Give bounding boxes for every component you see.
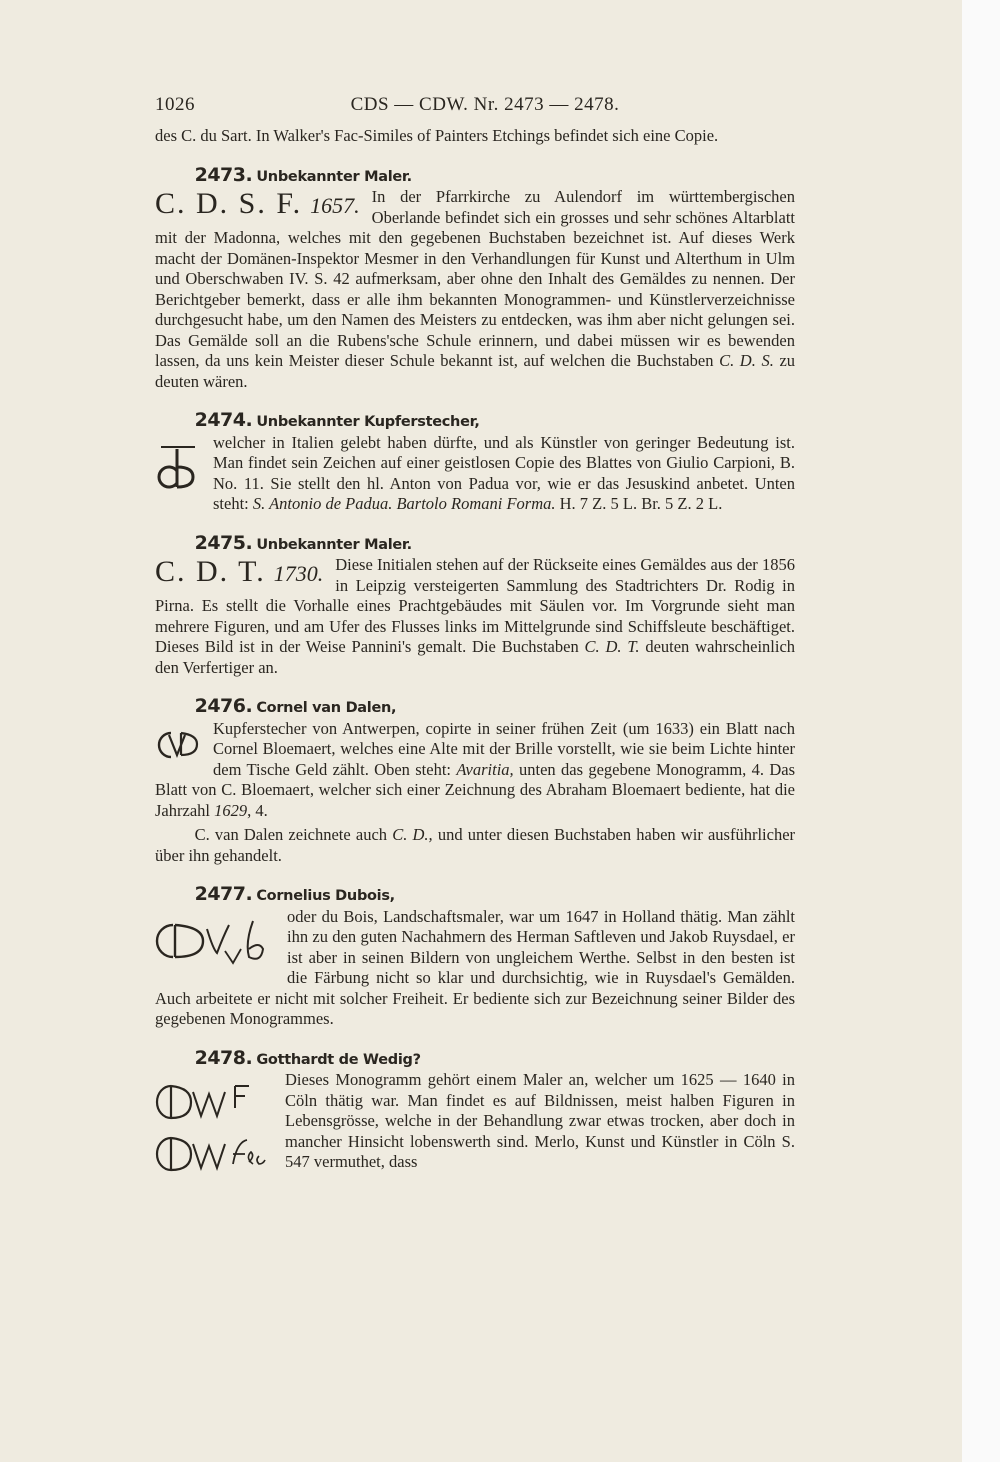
page-header — [155, 92, 795, 126]
monogram-cdt — [155, 557, 323, 589]
entry-italic: C. D. T. — [584, 637, 640, 656]
page-number: 1026 — [155, 94, 195, 115]
entry-tail: zu deuten wären. — [155, 351, 796, 391]
monogram-date: 1730. — [273, 561, 324, 586]
entry-para2-b: und unter diesen Buchstaben haben wir ausführlicher über ihn gehandelt. — [155, 825, 796, 865]
page-content — [155, 92, 795, 1182]
entry-tail: H. 7 Z. 5 L. Br. 5 Z. 2 L. — [559, 494, 723, 513]
entry-name: Unbekannter Maler. — [256, 168, 412, 185]
entry-number: 2474. — [194, 409, 253, 431]
cd-monogram-icon — [155, 435, 201, 495]
running-title: CDS — CDW. Nr. 2473 — 2478. — [350, 94, 620, 115]
intro-text: des C. du Sart. In Walker's Fac-Similes of Painters Etchings befindet sich eine Copie. — [155, 126, 719, 145]
entry-text: Kupferstecher von Antwerpen, copirte in seiner frühen Zeit (um 1633) ein Blatt nach Cornel Bloemaert, welches eine Alte mit der Brille vorstellt, wie sie beim Lichte hinter dem Tische Geld zählt. Oben steht: — [213, 718, 795, 779]
monogram-letters: C. D. S. F. — [155, 187, 303, 220]
entry-2474 — [155, 410, 795, 515]
gdwf-monogram-icon — [155, 1072, 273, 1182]
entry-number: 2475. — [194, 531, 253, 554]
monogram-letters: C. D. T. — [155, 555, 266, 588]
entry-text: oder du Bois, Landschaftsmaler, war um 1647 in Holland thätig. Man zählt ihn zu den guten Nachahmern des Herman Saftleven und Jakob Ruysdael, er ist aber in seinen Bildern von ungleichem Werthe. Selbst in den besten ist die Färbung nicht so klar und durchsichtig, wie in Ruysdael's Gemälden. Auch arbeitete er nicht mit solcher Freiheit. Er bediente sich zur Bezeichnung seiner Bilder des gegebenen Monogrammes. — [155, 906, 795, 1028]
entry-year: 1629 — [214, 800, 248, 820]
entry-number: 2476. — [194, 695, 253, 717]
entry-name: Unbekannter Kupferstecher, — [256, 414, 480, 430]
entry-text-2: unten das gegebene Monogramm, 4. Das Blatt von C. Bloemaert, welcher sich einer Zeichnung des Abraham Bloemaert bediente, hat die Jahrzahl — [155, 759, 796, 820]
entry-number: 2478. — [194, 1046, 253, 1069]
entry-text-3: , 4. — [247, 800, 268, 820]
entry-name: Gotthardt de Wedig? — [256, 1051, 421, 1068]
entry-number: 2473. — [194, 163, 253, 186]
entry-inscription: S. Antonio de Padua. Bartolo Romani Forma. — [252, 494, 556, 513]
entry-2475 — [155, 533, 795, 679]
entry-name: Unbekannter Maler. — [256, 536, 412, 553]
cvd-monogram-icon — [155, 721, 201, 767]
entry-text: Diese Initialen stehen auf der Rückseite eines Gemäldes aus der 1856 in Leipzig versteigerten Sammlung des Stadtrichters Dr. Rodig in Pirna. Es stellt die Vorhalle eines Prachtgebäudes mit Säulen vor. Im Vorgrunde sieht man mehrere Figuren, und am Ufer des Flusses links im Mittelgrunde sind Schiffsleute beschäftiget. Dieses Bild ist in der Weise Pannini's gemalt. Die Buchstaben — [155, 555, 795, 656]
entry-text: welcher in Italien gelebt haben dürfte, und als Künstler von geringer Bedeutung ist. Man findet sein Zeichen auf einer geistlosen Copie des Blattes von Giulio Carpioni, B. No. 11. Sie stellt den hl. Anton von Padua vor, wie er das Jesuskind anbetet. Unten steht: — [213, 432, 795, 513]
entry-name: Cornel van Dalen, — [256, 700, 397, 716]
cdvb-monogram-icon — [155, 909, 275, 969]
entry-text: In der Pfarrkirche zu Aulendorf im württembergischen Oberlande befindet sich ein grosses und sehr schönes Altarblatt mit der Madonna, welches mit den gegebenen Buchstaben bezeichnet ist. Auf dieses Werk macht der Domänen-Inspektor Mesmer in den Verhandlungen für Kunst und Alterthum in Ulm und Oberschwaben IV. S. 42 aufmerksam, aber ohne den Inhalt des Gemäldes zu nennen. Der Berichtgeber bemerkt, dass er alle ihm bekannten Monogrammen- und Künstlerverzeichnisse durchgesucht habe, um den Namen des Meisters zu entdecken, was ihm aber nicht gelungen sei. Das Gemälde soll an die Rubens'sche Schule erinnern, und dabei müssen wir es bewenden lassen, da uns kein Meister dieser Schule bekannt ist, auf welchen die Buchstaben — [155, 187, 795, 370]
entry-text: Dieses Monogramm gehört einem Maler an, welcher um 1625 — 1640 in Cöln thätig war. Man findet es auf Bildnissen, meist halben Figuren in Lebensgrösse, welche in der Behandlung zwar etwas trocken, aber doch in mancher Hinsicht lobenswerth sind. Merlo, Kunst und Künstler in Cöln S. 547 vermuthet, dass — [285, 1070, 795, 1171]
monogram-date: 1657. — [310, 193, 360, 218]
entry-tail: deuten wahrscheinlich den Verfertiger an. — [155, 637, 796, 677]
entry-name: Cornelius Dubois, — [256, 888, 395, 904]
entry-2477 — [155, 884, 795, 1030]
entry-2476 — [155, 696, 795, 866]
entry-2473 — [155, 165, 795, 393]
scan-margin — [962, 0, 1000, 1462]
entry-inscription: Avaritia, — [456, 759, 514, 779]
entry-number: 2477. — [194, 883, 253, 905]
entry-italic: C. D. S. — [719, 351, 774, 370]
entry-para2-a: C. van Dalen zeichnete auch — [194, 825, 388, 844]
entry-para2-italic: C. D., — [392, 825, 433, 844]
monogram-cdsf — [155, 189, 360, 221]
entry-2478 — [155, 1048, 795, 1173]
